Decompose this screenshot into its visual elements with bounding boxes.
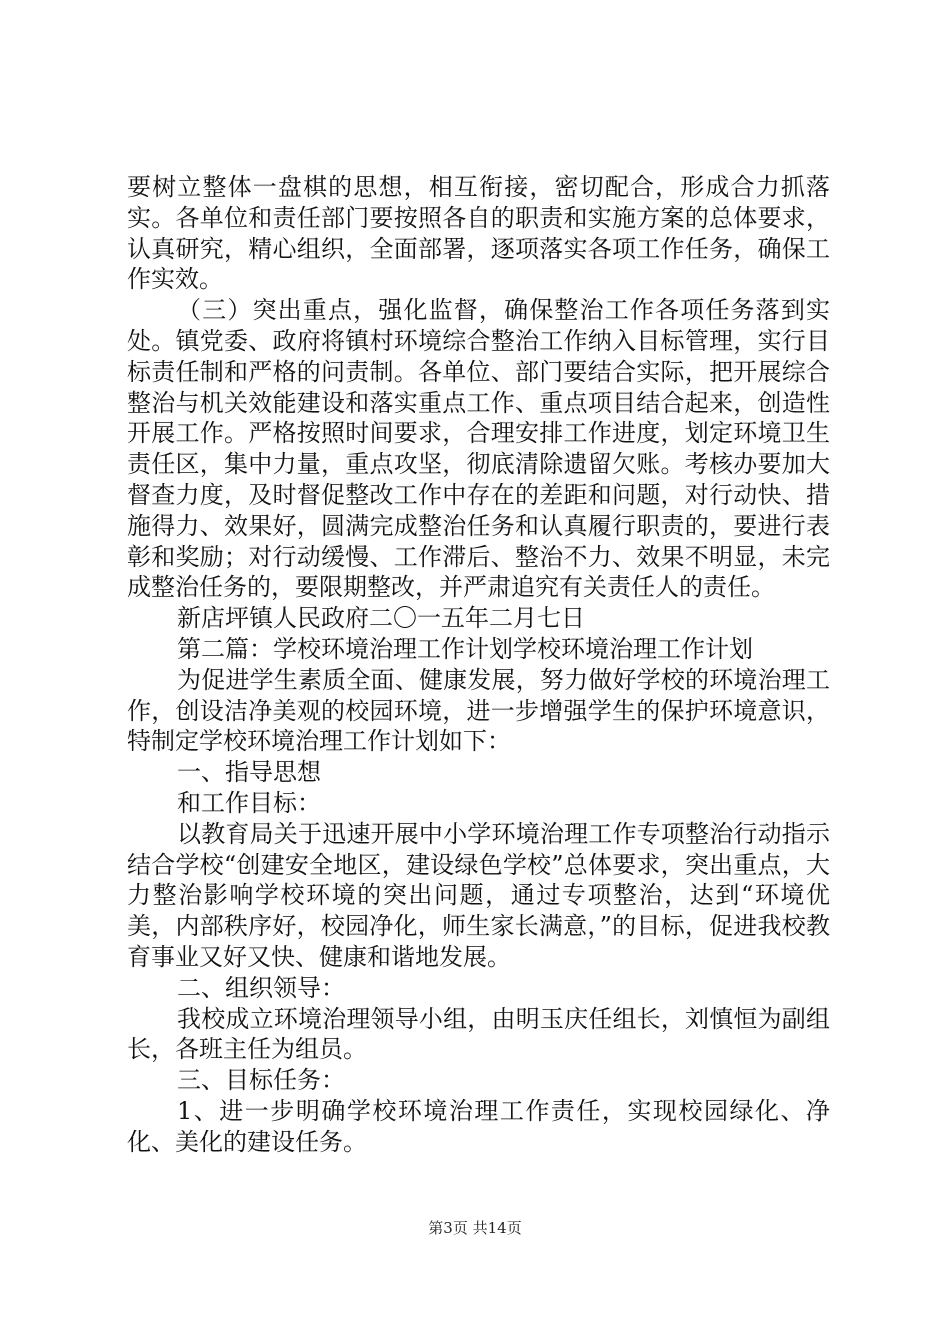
heading-work-goal: 和工作目标：	[177, 788, 321, 817]
signature-line: 新店坪镇人民政府二〇一五年二月七日	[177, 604, 585, 633]
page-number-footer: 第3页 共14页	[428, 1219, 522, 1237]
paragraph-1: 要树立整体一盘棋的思想，相互衔接，密切配合，形成合力抓落实。各单位和责任部门要按照各自的职责和实施方案的总体要求，认真研究，精心组织，全面部署，逐项落实各项工作任务，确保工作实效。	[127, 173, 830, 294]
heading-tasks: 三、目标任务：	[177, 1066, 345, 1095]
paragraph-goal: 以教育局关于迅速开展中小学环境治理工作专项整治行动指示结合学校“创建安全地区，建设绿色学校”总体要求，突出重点，大力整治影响学校环境的突出问题，通过专项整治，达到“环境优美，内部秩序好，校园净化，师生家长满意，”的目标，促进我校教育事业又好又快、健康和谐地发展。	[127, 819, 830, 971]
heading-guiding-thought: 一、指导思想	[177, 758, 321, 787]
paragraph-intro: 为促进学生素质全面、健康发展，努力做好学校的环境治理工作，创设洁净美观的校园环境，进一步增强学生的保护环境意识，特制定学校环境治理工作计划如下：	[127, 665, 830, 756]
document-body	[127, 172, 830, 1158]
section-heading-2: 第二篇：学校环境治理工作计划学校环境治理工作计划	[177, 634, 753, 663]
paragraph-2: （三）突出重点，强化监督，确保整治工作各项任务落到实处。镇党委、政府将镇村环境综合整治工作纳入目标管理，实行目标责任制和严格的问责制。各单位、部门要结合实际，把开展综合整治与机关效能建设和落实重点工作、重点项目结合起来，创造性开展工作。严格按照时间要求，合理安排工作进度，划定环境卫生责任区，集中力量，重点攻坚，彻底清除遗留欠账。考核办要加大督查力度，及时督促整改工作中存在的差距和问题，对行动快、措施得力、效果好，圆满完成整治任务和认真履行职责的，要进行表彰和奖励；对行动缓慢、工作滞后、整治不力、效果不明显，未完成整治任务的，要限期整改，并严肃追究有关责任人的责任。	[127, 296, 830, 602]
heading-organization: 二、组织领导：	[177, 973, 345, 1002]
paragraph-organization: 我校成立环境治理领导小组，由明玉庆任组长，刘慎恒为副组长，各班主任为组员。	[127, 1004, 830, 1064]
paragraph-task-1: 1、进一步明确学校环境治理工作责任，实现校园绿化、净化、美化的建设任务。	[127, 1096, 830, 1156]
